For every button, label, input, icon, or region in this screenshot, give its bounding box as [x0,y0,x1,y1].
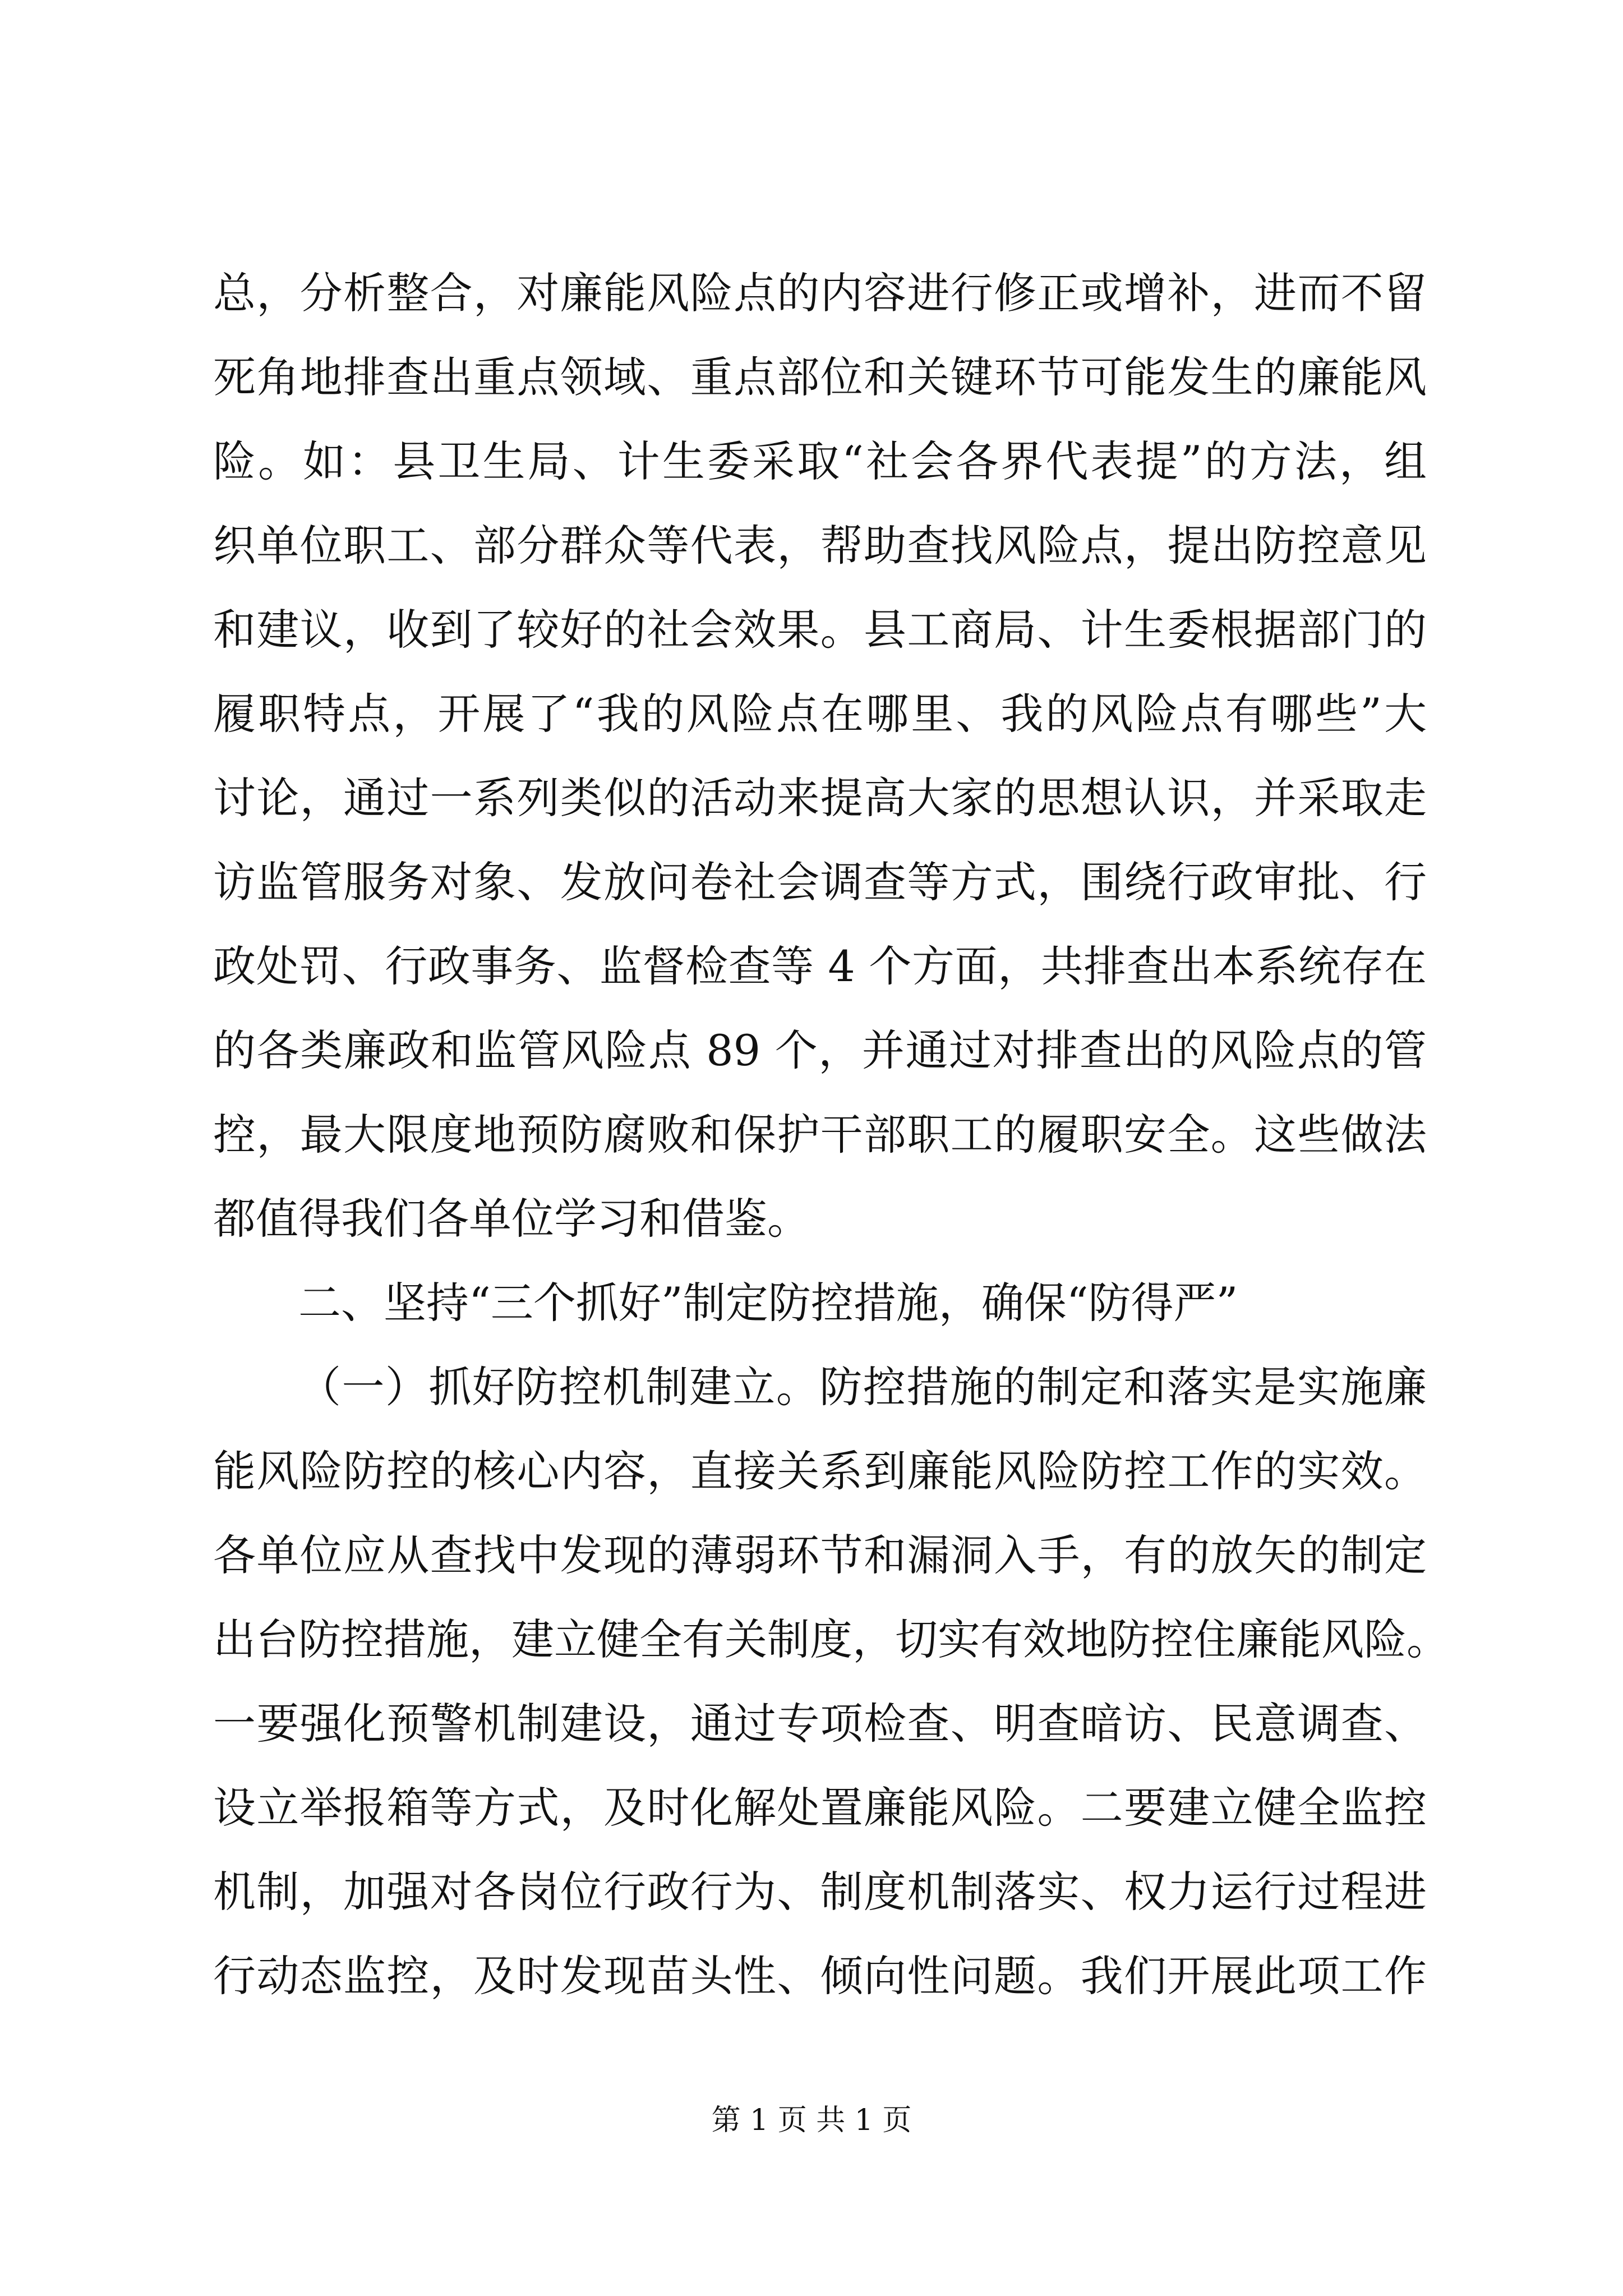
text-line: 履职特点，开展了“我的风险点在哪里、我的风险点有哪些”大 [213,689,1427,739]
text-line: 设立举报箱等方式，及时化解处置廉能风险。二要建立健全监控 [213,1783,1427,1833]
text-line: 行动态监控，及时发现苗头性、倾向性问题。我们开展此项工作 [213,1951,1427,2001]
text-line: 二、坚持“三个抓好”制定防控措施，确保“防得严” [298,1278,1238,1328]
text-line: 讨论，通过一系列类似的活动来提高大家的思想认识，并采取走 [213,773,1427,823]
text-line: 各单位应从查找中发现的薄弱环节和漏洞入手，有的放矢的制定 [213,1530,1427,1580]
text-line: （一）抓好防控机制建立。防控措施的制定和落实是实施廉 [298,1362,1427,1412]
text-line: 控，最大限度地预防腐败和保护干部职工的履职安全。这些做法 [213,1110,1427,1159]
text-line: 织单位职工、部分群众等代表，帮助查找风险点，提出防控意见 [213,521,1427,570]
page-footer: 第 1 页 共 1 页 [711,2104,912,2137]
text-line: 出台防控措施，建立健全有关制度，切实有效地防控住廉能风险。 [213,1614,1449,1664]
text-line: 总，分析整合，对廉能风险点的内容进行修正或增补，进而不留 [213,268,1427,318]
text-line: 死角地排查出重点领域、重点部位和关键环节可能发生的廉能风 [213,352,1427,402]
text-line: 的各类廉政和监管风险点 89 个，并通过对排查出的风险点的管 [213,1025,1427,1075]
text-line: 一要强化预警机制建设，通过专项检查、明查暗访、民意调查、 [213,1699,1427,1749]
text-line: 和建议，收到了较好的社会效果。县工商局、计生委根据部门的 [213,605,1427,655]
body-text [213,251,1449,2018]
text-line: 政处罚、行政事务、监督检查等 4 个方面，共排查出本系统存在 [213,941,1427,991]
text-line: 都值得我们各单位学习和借鉴。 [213,1194,810,1244]
text-line: 能风险防控的核心内容，直接关系到廉能风险防控工作的实效。 [213,1446,1427,1496]
text-line: 访监管服务对象、发放问卷社会调查等方式，围绕行政审批、行 [213,857,1427,907]
text-line: 险。如：县卫生局、计生委采取“社会各界代表提”的方法，组 [213,436,1427,486]
text-line: 机制，加强对各岗位行政行为、制度机制落实、权力运行过程进 [213,1867,1427,1917]
